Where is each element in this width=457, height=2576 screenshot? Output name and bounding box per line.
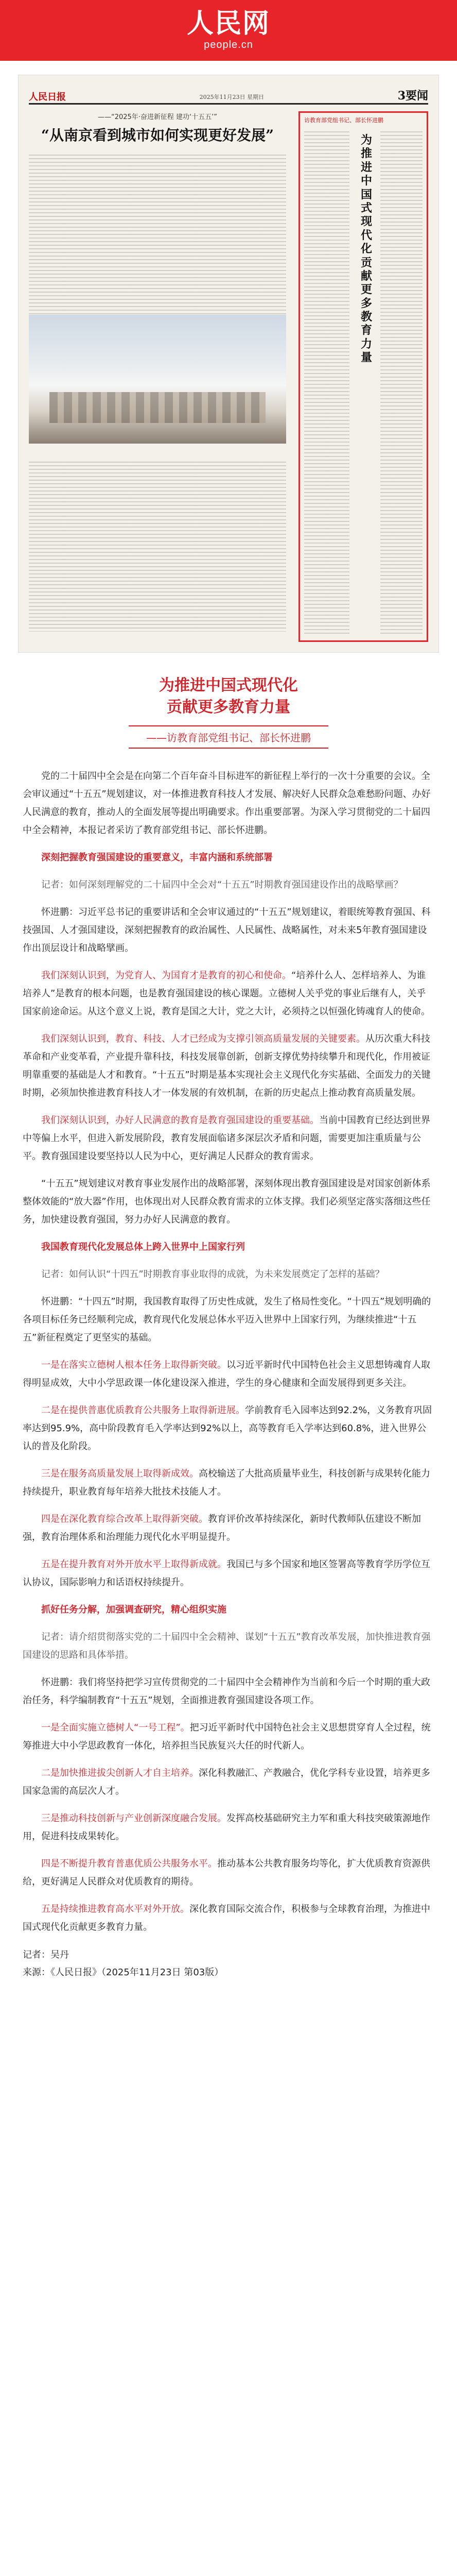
article-paragraph	[23, 1401, 434, 1455]
newspaper-text-block	[304, 131, 349, 635]
paragraph-text: 我国已与多个国家和地区签署高等教育学历学位互认协议，国际影响力和话语权持续提升。	[23, 1559, 430, 1588]
article-paragraph	[23, 1510, 434, 1546]
headline-line-2: 贡献更多教育力量	[167, 698, 290, 716]
section-heading: 抓好任务分解，加强调查研究，精心组织实施	[41, 1604, 226, 1615]
article-paragraph	[23, 1555, 434, 1591]
highlight-text: 我们深刻认识到，为党育人、为国育才是教育的初心和使命。	[41, 970, 291, 981]
highlight-text: 三是在服务高质量发展上取得新成效。	[41, 1468, 199, 1479]
newspaper-date: 2025年11月23日 星期日	[199, 94, 265, 100]
article-paragraph	[23, 1764, 434, 1800]
paragraph-text: 深化科教融汇、产教融合，优化学科专业设置，培养更多国家急需的高层次人才。	[23, 1768, 430, 1797]
highlighted-article-title: 为推进中国式现代化贡献更多教育力量	[361, 133, 373, 365]
article-headline	[95, 675, 362, 749]
highlight-text: 二是在提供普惠优质教育公共服务上取得新进展。	[41, 1405, 245, 1416]
newspaper-text-block	[29, 155, 286, 319]
highlight-text: 一是全面实施立德树人“一号工程”。	[41, 1722, 190, 1733]
article-paragraph	[23, 1356, 434, 1392]
highlight-text: 四是在深化教育综合改革上取得新突破。	[41, 1514, 208, 1524]
interview-answer: 怀进鹏：习近平总书记的重要讲话和全会审议通过的“十五五”规划建议，着眼统筹教育强国、科技强国、人才强国建设，深刻把握教育的政治属性、人民属性、战略属性，对未来5年教育强国建设作出顶层设计和战略擘画。	[23, 907, 431, 954]
paragraph-text: 发挥高校基础研究主力军和重大科技突破策源地作用，促进科技成果转化。	[23, 1813, 430, 1842]
interview-question: 记者：如何认识“十四五”时期教育事业取得的成就，为未来发展奠定了怎样的基础？	[41, 1269, 384, 1280]
paragraph-text: 深化教育国际交流合作，积极参与全球教育治理，为推进中国式现代化贡献更多教育力量。	[23, 1904, 430, 1933]
highlight-text: 五是持续推进教育高水平对外开放。	[41, 1904, 189, 1914]
section-heading: 我国教育现代化发展总体上跨入世界中上国家行列	[41, 1242, 245, 1252]
paragraph-text: 从历次重大科技革命和产业变革看，产业提升靠科技，科技发展靠创新，创新支撑优势持续攀升和现代化，作用被证明靠重要的基础是人才和教育。“十五五”时期是基本实现社会主义现代化夯实基础、全面发力的关键时期，必须加快推进教育科技人才一体发展的有效机制，在新的历史起点上推动教育高质量发展。	[23, 1033, 431, 1098]
article-paragraph	[23, 1111, 434, 1165]
highlight-text: 一是在落实立德树人根本任务上取得新突破。	[41, 1360, 226, 1370]
article-paragraph	[23, 1719, 434, 1755]
interview-answer: 怀进鹏：我们将坚持把学习宣传贯彻党的二十届四中全会精神作为当前和今后一个时期的重大政治任务，科学编制教育“十五五”规划，全面推进教育强国建设各项工作。	[23, 1677, 430, 1706]
newspaper-text-block	[29, 462, 286, 632]
highlighted-article-kicker: 访教育部党组书记、部长怀进鹏	[304, 117, 383, 124]
highlight-text: 我们深刻认识到，教育、科技、人才已经成为支撑引领高质量发展的关键要素。	[41, 1033, 365, 1044]
paragraph-text: “培养什么人、怎样培养人、为谁培养人”是教育的根本问题，也是教育强国建设的核心课题。立德树人关乎党的事业后继有人，关乎国家前途命运。从这个意义上说，教育是国之大计，党之大计，必须持之以恒强化铸魂育人的使命。	[23, 970, 430, 1017]
site-logo[interactable]: 人民网	[186, 8, 270, 40]
highlight-text: 我们深刻认识到，办好人民满意的教育是教育强国建设的重要基础。	[41, 1115, 319, 1126]
paragraph-text: 当前中国教育已经达到世界中等偏上水平，但进入新发展阶段，教育发展面临诸多深层次矛盾和问题，需要更加注重质量与公平。教育强国建设要坚持以人民为中心，更好满足人民群众的教育需求。	[23, 1115, 430, 1162]
newspaper-photo	[29, 315, 286, 444]
article-paragraph	[23, 967, 434, 1021]
newspaper-text-block	[380, 131, 423, 635]
interview-question: 记者：请介绍贯彻落实党的二十届四中全会精神、谋划“十五五”教育改革发展，加快推进教育强国建设的思路和具体举措。	[23, 1632, 431, 1660]
newspaper-masthead	[29, 82, 428, 105]
article-body	[23, 767, 434, 1936]
paragraph-text: 推动基本公共教育服务均等化，扩大优质教育资源供给，更好满足人民群众对优质教育的期待。	[23, 1858, 430, 1887]
highlight-text: 四是不断提升教育普惠优质公共服务水平。	[41, 1858, 217, 1869]
newspaper-kicker: ——“2025年·奋进新征程 建功‘十五五’”	[97, 113, 218, 121]
paragraph-text: 把习近平新时代中国特色社会主义思想贯穿育人全过程，统筹推进大中小学思政教育一体化，培养担当民族复兴大任的时代新人。	[23, 1722, 431, 1751]
article-paragraph	[23, 1809, 434, 1845]
interview-question: 记者：如何深刻理解党的二十届四中全会对“十五五”时期教育强国建设作出的战略擘画？	[41, 879, 403, 890]
article-paragraph	[23, 1855, 434, 1891]
newspaper-left-column	[29, 111, 286, 642]
paragraph-text: 学前教育毛入园率达到92.2%，义务教育巩固率达到95.9%，高中阶段教育毛入学率达到92%以上，高等教育毛入学率达到60.8%，进入世界公认的普及化阶段。	[23, 1405, 432, 1452]
interview-answer: 怀进鹏：“十四五”时期，我国教育取得了历史性成就，发生了格局性变化。“十四五”规划明确的各项目标任务已经顺利完成，教育现代化发展总体水平迈入世界中上国家行列，为继续推进“十五五”新征程奠定了更坚实的基础。	[23, 1296, 431, 1343]
paragraph-text: 高校输送了大批高质量毕业生，科技创新与成果转化能力持续提升，职业教育每年培养大批技术技能人才。	[23, 1468, 430, 1497]
newspaper-page-image	[19, 75, 438, 652]
highlight-text: 二是加快推进拔尖创新人才自主培养。	[41, 1768, 199, 1778]
newspaper-highlighted-article	[298, 111, 428, 642]
site-domain: people.cn	[204, 39, 253, 50]
paragraph-text: 教育评价改革持续深化，新时代教师队伍建设不断加强，教育治理体系和治理能力现代化水平明显提升。	[23, 1514, 421, 1543]
paragraph-text: 以习近平新时代中国特色社会主义思想铸魂育人取得明显成效，大中小学思政课一体化建设深入推进，学生的身心健康和全面发展得到更多关注。	[23, 1360, 430, 1388]
article-paragraph	[23, 1030, 434, 1102]
headline-line-1: 为推进中国式现代化	[159, 676, 298, 694]
article-paragraph	[23, 1465, 434, 1501]
source-credit: 来源：《人民日报》（2025年11月23日 第03版）	[23, 1967, 224, 1978]
reporter-credit: 记者：吴丹	[23, 1950, 69, 1960]
highlight-text: 三是推动科技创新与产业创新深度融合发展。	[41, 1813, 226, 1824]
newspaper-page-number: 3要闻	[397, 89, 428, 103]
article-paragraph	[23, 1900, 434, 1936]
site-header	[0, 0, 457, 61]
article-paragraph: 党的二十届四中全会是在向第二个百年奋斗目标进军的新征程上举行的一次十分重要的会议。全会审议通过“十五五”规划建议，对一体推进教育科技人才发展、解决好人民群众急难愁盼问题、办好人民满意的教育，推动人的全面发展等提出明确要求。作出重要部署。为深入学习贯彻党的二十届四中全会精神，本报记者采访了教育部党组书记、部长怀进鹏。	[23, 771, 431, 836]
newspaper-name: 人民日报	[29, 92, 66, 103]
article-footer	[23, 1946, 434, 1981]
newspaper-lead-title: “从南京看到城市如何实现更好发展”	[41, 127, 274, 144]
highlight-text: 五是在提升教育对外开放水平上取得新成就。	[41, 1559, 226, 1570]
section-heading: 深刻把握教育强国建设的重要意义，丰富内涵和系统部署	[41, 852, 273, 863]
headline-subtitle: ——访教育部党组书记、部长怀进鹏	[129, 725, 328, 749]
article-paragraph: “十五五”规划建议对教育事业发展作出的战略部署，深刻体现出教育强国建设是对国家创新体系整体效能的“放大器”作用，也体现出对人民群众教育需求的立体支撑。我们必须坚定落实落细这些任务，加快建设教育强国，努力办好人民满意的教育。	[23, 1178, 431, 1225]
